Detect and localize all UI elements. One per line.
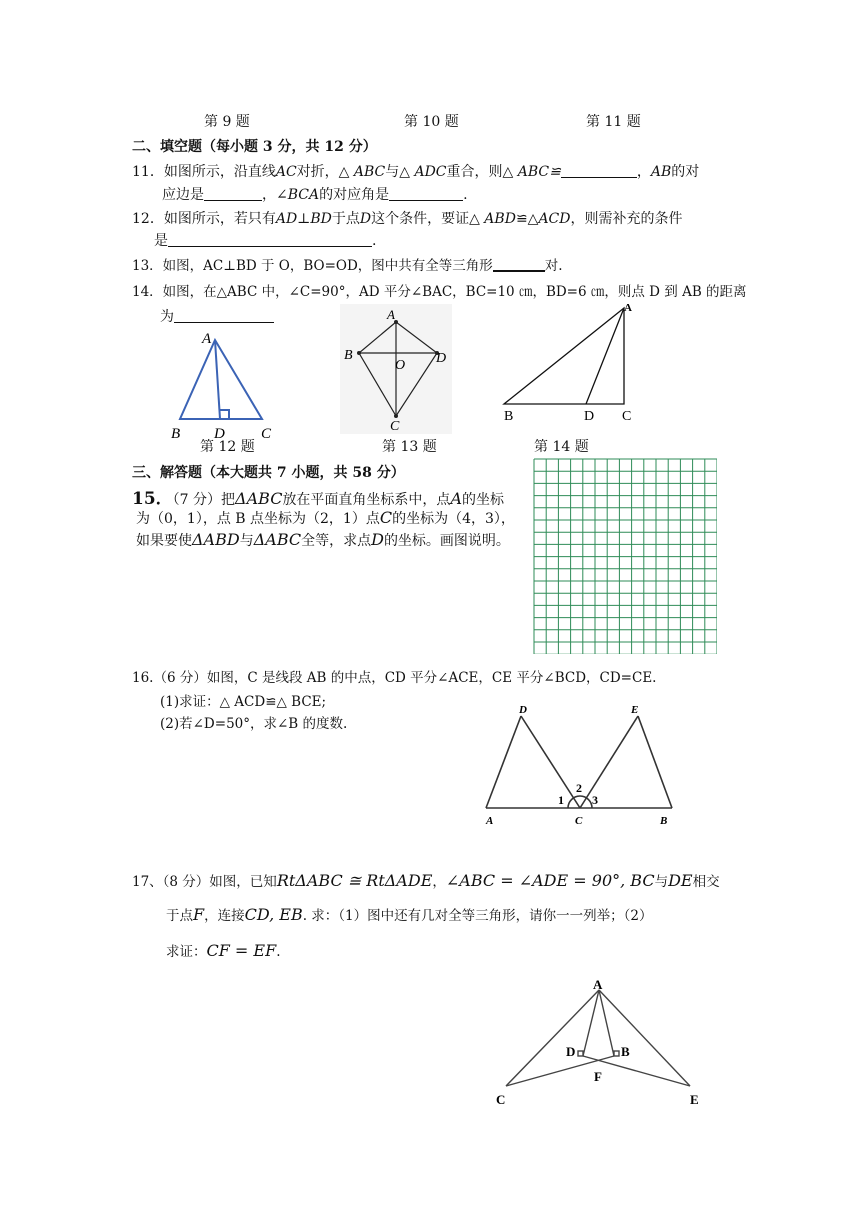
label-E: E (631, 704, 639, 716)
text: 于点 (331, 211, 360, 227)
text: （7 分）把 (172, 492, 236, 508)
question-14-line-2 (160, 306, 274, 326)
caption-q12: 第 12 题 (200, 439, 255, 455)
figure-16 (480, 700, 684, 828)
label-D: D (566, 1044, 576, 1059)
text: 如果要使 (136, 533, 192, 549)
label-C: C (496, 1092, 506, 1107)
text: . 求：（1）图中还有几对全等三角形，请你一一列举；（2） (302, 908, 653, 924)
text: 应边是 (162, 187, 204, 203)
label-B: B (660, 815, 668, 827)
label-B: B (344, 348, 353, 363)
question-16-line-2: (1)求证：△ ACD≌△ BCE; (160, 694, 327, 710)
question-17-line-2 (166, 904, 652, 924)
math: ΔABD (192, 530, 240, 549)
math: DE (668, 871, 693, 890)
question-12-line-2 (154, 230, 376, 250)
label-C: C (390, 419, 400, 434)
text: 11．如图所示，沿直线 (132, 164, 276, 180)
label-B: B (621, 1044, 630, 1059)
text: 全等，求点 (301, 533, 372, 549)
text: 相交 (692, 874, 720, 890)
text: 的坐标 (462, 492, 504, 508)
text: 对折， (296, 164, 339, 180)
angle-3-label: 3 (592, 793, 598, 807)
question-17-line-1 (132, 870, 720, 890)
question-15-line-3 (136, 530, 510, 550)
figure-13 (336, 302, 456, 436)
question-16-line-1: 16.（6 分）如图，C 是线段 AB 的中点，CD 平分∠ACE，CE 平分∠BCD，CD=CE. (132, 670, 657, 686)
text: ⊥ (297, 211, 311, 227)
figure-12 (160, 324, 290, 446)
text: ， (262, 187, 276, 203)
label-A: A (624, 302, 632, 314)
label-A: A (387, 307, 395, 322)
label-B: B (171, 426, 181, 442)
text: . (463, 187, 468, 203)
section-3-title: 三、解答题（本大题共 7 小题，共 58 分） (132, 465, 405, 481)
math: D (359, 211, 372, 227)
label-C: C (261, 426, 272, 442)
label-D: D (584, 409, 595, 420)
math: AC (275, 164, 297, 180)
question-11-line-1 (132, 161, 699, 181)
math: △ ABC (338, 164, 386, 180)
text: 为（0，1），点 B 点坐标为（2，1）点 (136, 511, 380, 527)
caption-q13: 第 13 题 (382, 439, 437, 455)
math: ΔABC (253, 530, 302, 549)
coordinate-grid[interactable] (533, 458, 717, 654)
text: 与 (385, 164, 400, 180)
label-C: C (575, 815, 583, 827)
label-A: A (486, 815, 494, 827)
text: 13．如图，AC⊥BD 于 O，BO=OD，图中共有全等三角形 (132, 258, 493, 274)
figure-14 (498, 300, 648, 420)
text: 的坐标为（4，3）， (392, 511, 515, 527)
caption-q10: 第 10 题 (404, 114, 459, 130)
label-A: A (593, 977, 603, 992)
math: ∠ABC = ∠ADE = 90°, BC (445, 871, 655, 890)
math: AD (275, 211, 298, 227)
text: 重合，则 (446, 164, 503, 180)
blank[interactable] (389, 186, 463, 201)
caption-q11: 第 11 题 (586, 114, 641, 130)
math: △ ABD (469, 211, 516, 227)
figure-17 (488, 976, 712, 1108)
math: RtΔABC ≅ RtΔADE (276, 871, 433, 890)
label-E: E (690, 1092, 699, 1107)
math: ΔABC (235, 489, 283, 508)
text: ≌△ (515, 211, 539, 227)
label-D: D (519, 704, 527, 716)
math: C (379, 508, 393, 527)
angle-2-label: 2 (576, 781, 582, 795)
math: BD (310, 211, 332, 227)
label-O: O (395, 358, 406, 373)
text: ，则需补充的条件 (570, 211, 683, 227)
text: 对. (544, 258, 563, 274)
text: ， (636, 164, 651, 180)
blank[interactable] (204, 186, 262, 201)
text: 与 (654, 874, 669, 890)
label-A: A (202, 331, 212, 347)
math: A (450, 489, 462, 508)
label-D: D (436, 351, 447, 366)
math: CD, EB (244, 905, 303, 924)
text: ， (432, 874, 446, 890)
text: 为 (160, 309, 174, 325)
question-number: 15． (132, 489, 173, 509)
math: ∠BCA (276, 187, 320, 203)
math: CF = EF (206, 941, 277, 960)
label-C: C (622, 409, 632, 420)
math: ACD (538, 211, 571, 227)
question-17-line-3 (166, 940, 281, 960)
text: 是 (154, 233, 168, 249)
blank[interactable] (493, 256, 545, 272)
blank[interactable] (168, 232, 372, 247)
math: F (193, 905, 205, 924)
question-14-line-1: 14．如图，在△ABC 中，∠C=90°，AD 平分∠BAC，BC=10 ㎝，BD=6 ㎝，则点 D 到 AB 的距离 (132, 284, 747, 300)
text: . (276, 944, 281, 960)
section-2-title: 二、填空题（每小题 3 分，共 12 分） (132, 139, 377, 155)
label-F: F (594, 1069, 602, 1084)
blank[interactable] (174, 308, 274, 323)
angle-1-label: 1 (558, 793, 564, 807)
text: 放在平面直角坐标系中，点 (282, 492, 451, 508)
blank[interactable] (561, 163, 637, 178)
text: 17、（8 分）如图，已知 (132, 874, 277, 890)
text: 求证： (166, 944, 207, 960)
question-12-line-1 (132, 208, 682, 228)
math: △ ABC≌ (502, 164, 561, 180)
text: 的对 (671, 164, 700, 180)
question-13 (132, 254, 563, 274)
math: D (371, 530, 384, 549)
text: 于点 (166, 908, 193, 924)
caption-q9: 第 9 题 (204, 114, 250, 130)
math: AB (650, 164, 672, 180)
label-D: D (214, 426, 225, 442)
label-B: B (504, 409, 514, 420)
text: 与 (239, 533, 254, 549)
text: 的坐标。画图说明。 (383, 533, 510, 549)
text: ，连接 (204, 908, 245, 924)
text: 的对应角是 (319, 187, 390, 203)
question-15-line-2 (136, 508, 515, 528)
question-15-line-1 (132, 484, 504, 509)
question-11-line-2 (162, 184, 468, 204)
text: 12．如图所示，若只有 (132, 211, 276, 227)
text: 这个条件，要证 (371, 211, 470, 227)
caption-q14: 第 14 题 (534, 439, 589, 455)
math: △ ADC (399, 164, 447, 180)
text: . (372, 233, 377, 249)
question-16-line-3: (2)若∠D=50°，求∠B 的度数. (160, 716, 348, 732)
